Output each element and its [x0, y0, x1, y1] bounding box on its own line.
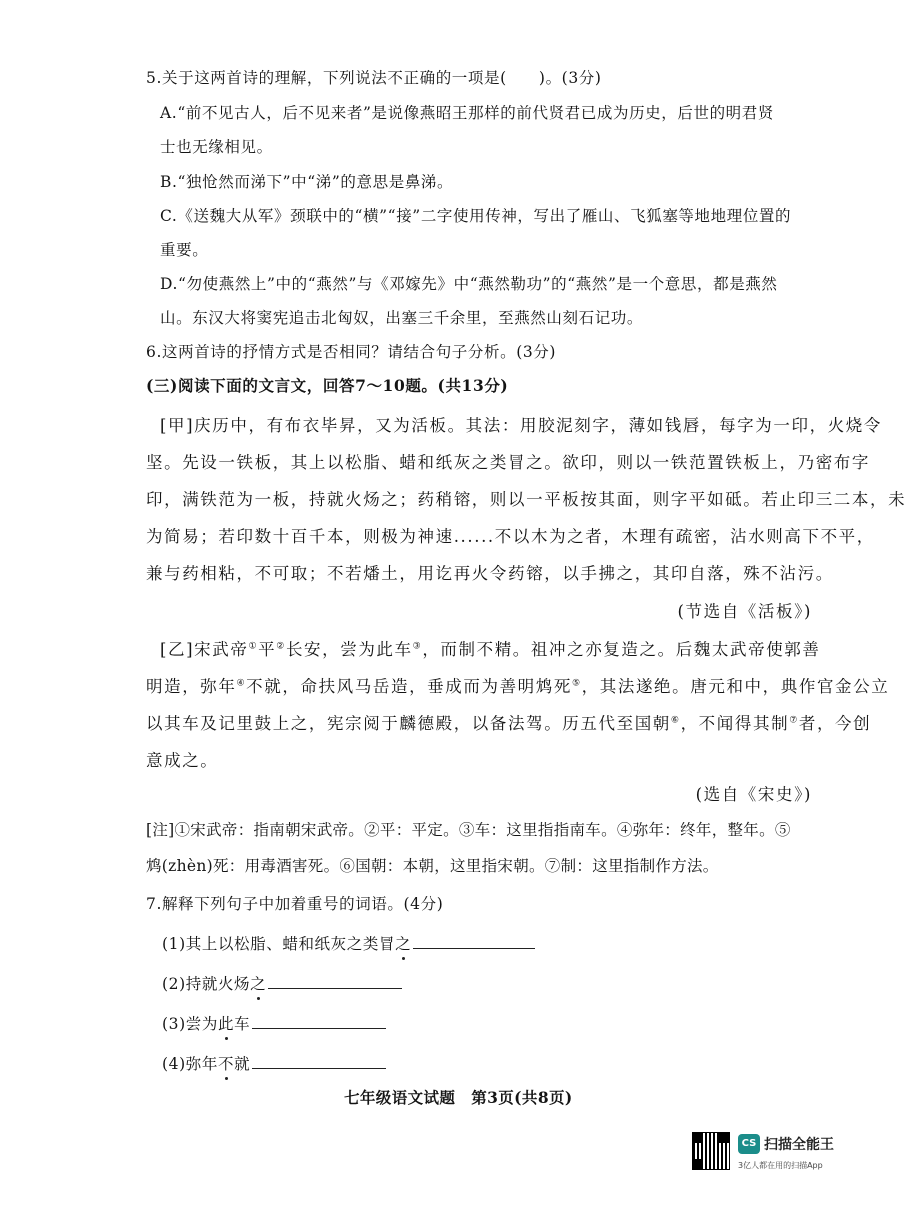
- q5-option-d-line1: D.“勿使燕然上”中的“燕然”与《邓嫁先》中“燕然勒功”的“燕然”是一个意思，都是燕然: [160, 275, 778, 293]
- camscanner-logo-icon: CS: [738, 1134, 760, 1154]
- q7-item-4: (4)弥年不就: [162, 1052, 386, 1074]
- q7-item-1: (1)其上以松脂、蜡和纸灰之类冒之: [162, 932, 535, 954]
- passage-yi-source: (选自《宋史》): [695, 785, 812, 804]
- q5-option-d-line2: 山。东汉大将窦宪追击北匈奴，出塞三千余里，至燕然山刻石记功。: [160, 309, 644, 327]
- passage-yi-line2: 明造，弥年④不就，命扶风马岳造，垂成而为善明鸩死⑤，其法遂绝。唐元和中，典作官金公立: [146, 677, 890, 696]
- passage-jia-line5: 兼与药相粘，不可取；不若燔土，用讫再火令药镕，以手拂之，其印自落，殊不沾污。: [146, 564, 834, 583]
- page-footer: 七年级语文试题 第3页(共8页): [344, 1088, 573, 1107]
- section-heading: (三)阅读下面的文言文，回答7～10题。(共13分): [146, 376, 509, 395]
- q5-option-a-line2: 士也无缘相见。: [160, 138, 273, 156]
- q5-option-a-line1: A.“前不见古人，后不见来者”是说像燕昭王那样的前代贤君已成为历史，后世的明君贤: [160, 104, 774, 122]
- emphasis-char: 此: [217, 1015, 235, 1033]
- passage-jia-line3: 印，满铁范为一板，持就火炀之；药稍镕，则以一平板按其面，则字平如砥。若止印三二本，未: [146, 490, 906, 509]
- answer-blank[interactable]: [268, 987, 402, 989]
- passage-jia-line1: [甲]庆历中，有布衣毕昇，又为活板。其法：用胶泥刻字，薄如钱唇，每字为一印，火烧令: [160, 416, 882, 435]
- answer-blank[interactable]: [413, 947, 535, 949]
- passage-yi-line3: 以其车及记里鼓上之，宪宗阅于麟德殿，以备法驾。历五代至国朝⑥，不闻得其制⑦者，今创: [146, 714, 872, 733]
- q5-option-c-line1: C.《送魏大从军》颈联中的“横”“接”二字使用传神，写出了雁山、飞狐塞等地地理位置的: [160, 207, 792, 225]
- watermark-subtitle: 3亿人都在用的扫描App: [738, 1161, 823, 1170]
- q7-item-2: (2)持就火炀之: [162, 972, 402, 994]
- passage-yi-line4: 意成之。: [146, 751, 219, 770]
- q5-option-b: B.“独怆然而涕下”中“涕”的意思是鼻涕。: [160, 173, 454, 191]
- emphasis-char: 之: [250, 975, 267, 993]
- passage-jia-line2: 坚。先设一铁板，其上以松脂、蜡和纸灰之类冒之。欲印，则以一铁范置铁板上，乃密布字: [146, 453, 870, 472]
- notes-line1: [注]①宋武帝：指南朝宋武帝。②平：平定。③车：这里指指南车。④弥年：终年，整年。⑤: [146, 821, 791, 839]
- passage-jia-source: (节选自《活板》): [677, 602, 812, 621]
- answer-blank[interactable]: [252, 1027, 386, 1029]
- q7-stem: 7.解释下列句子中加着重号的词语。(4分): [146, 895, 444, 913]
- passage-yi-line1: [乙]宋武帝①平②长安，尝为此车③，而制不精。祖冲之亦复造之。后魏太武帝使郭善: [160, 640, 821, 659]
- q7-item-3: (3)尝为此车: [162, 1012, 386, 1034]
- answer-blank[interactable]: [252, 1067, 386, 1069]
- emphasis-char: 不: [217, 1055, 235, 1073]
- watermark-name: 扫描全能王: [764, 1137, 834, 1153]
- q6-stem: 6.这两首诗的抒情方式是否相同？请结合句子分析。(3分): [146, 343, 557, 361]
- qr-code-icon: [692, 1132, 730, 1170]
- q5-option-c-line2: 重要。: [160, 241, 209, 259]
- notes-line2: 鸩(zhèn)死：用毒酒害死。⑥国朝：本朝，这里指宋朝。⑦制：这里指制作方法。: [146, 857, 719, 875]
- emphasis-char: 之: [395, 935, 412, 953]
- passage-jia-line4: 为简易；若印数十百千本，则极为神速......不以木为之者，木理有疏密，沾水则高下不平，: [146, 527, 875, 546]
- q5-stem: 5.关于这两首诗的理解，下列说法不正确的一项是( )。(3分): [146, 69, 602, 87]
